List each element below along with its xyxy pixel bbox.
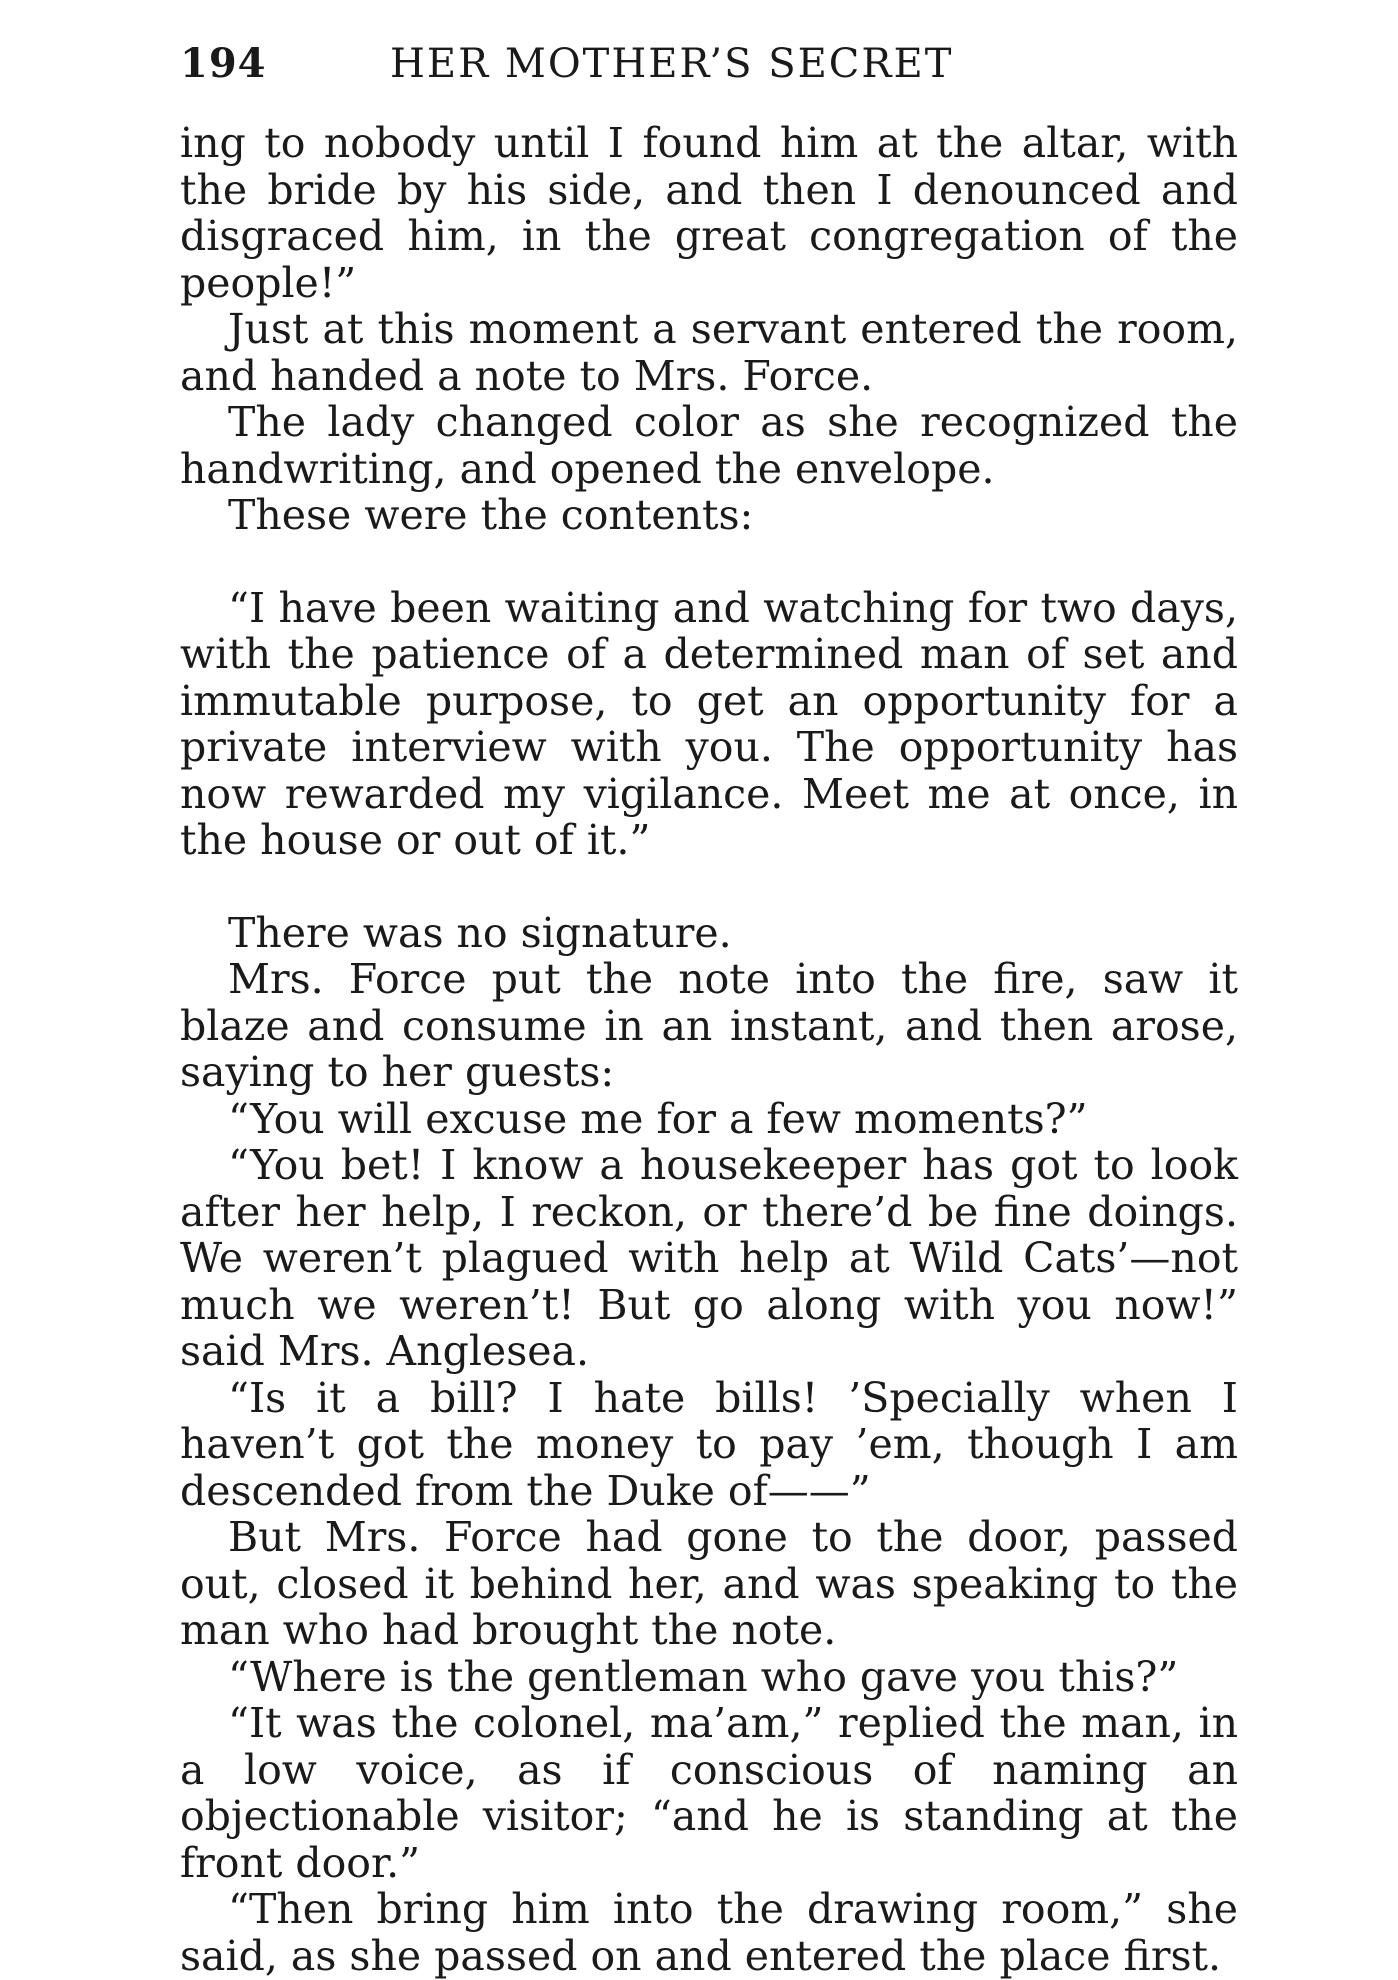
paragraph: These were the contents: — [228, 491, 754, 539]
paragraph: “Is it a bill? I hate bills! ’Specially when I haven’t got the money to pay ’em, though I am descended from the Duke of——” — [180, 1373, 1238, 1515]
page-number: 194 — [180, 40, 267, 87]
paragraph: “It was the colonel, ma’am,” replied the man, in a low voice, as if conscious of naming an objectionable visitor; “and he is standing at the front door.” — [180, 1699, 1238, 1887]
paragraph: “You bet! I know a housekeeper has got to look after her help, I reckon, or there’d be fine doings. We weren’t plagued with help at Wild Cats’—not much we weren’t! But go along with you now!” said Mrs. Anglesea. — [180, 1141, 1238, 1375]
paragraph: ing to nobody until I found him at the altar, with the bride by his side, and then I denounced and disgraced him, in the great congregation of the people!” — [180, 119, 1238, 307]
paragraph: There was no signature. — [228, 908, 732, 957]
paragraph: But Mrs. Force had gone to the door, passed out, closed it behind her, and was speaking to the man who had brought the note. — [180, 1513, 1238, 1654]
paragraph: “Then bring him into the drawing room,” she said, as she passed on and entered the place first. — [180, 1885, 1238, 1980]
paragraph: Just at this moment a servant entered the room, and handed a note to Mrs. Force. — [180, 305, 1238, 400]
paragraph: The lady changed color as she recognized the handwriting, and opened the envelope. — [180, 398, 1238, 493]
book-page — [180, 40, 1238, 1979]
running-head — [180, 40, 1238, 100]
body-text — [180, 120, 1238, 1979]
paragraph: “You will excuse me for a few moments?” — [228, 1094, 1088, 1143]
book-title: HER MOTHER’S SECRET — [390, 41, 954, 87]
paragraph: Mrs. Force put the note into the fire, saw it blaze and consume in an instant, and then arose, saying to her guests: — [180, 955, 1238, 1096]
quoted-note: “I have been waiting and watching for two days, with the patience of a determined man of set and immutable purpose, to get an opportunity for a private interview with you. The opportunity has now rewarded my vigilance. Meet me at once, in the house or out of it.” — [180, 583, 1238, 864]
paragraph: “Where is the gentleman who gave you this?” — [228, 1652, 1179, 1701]
